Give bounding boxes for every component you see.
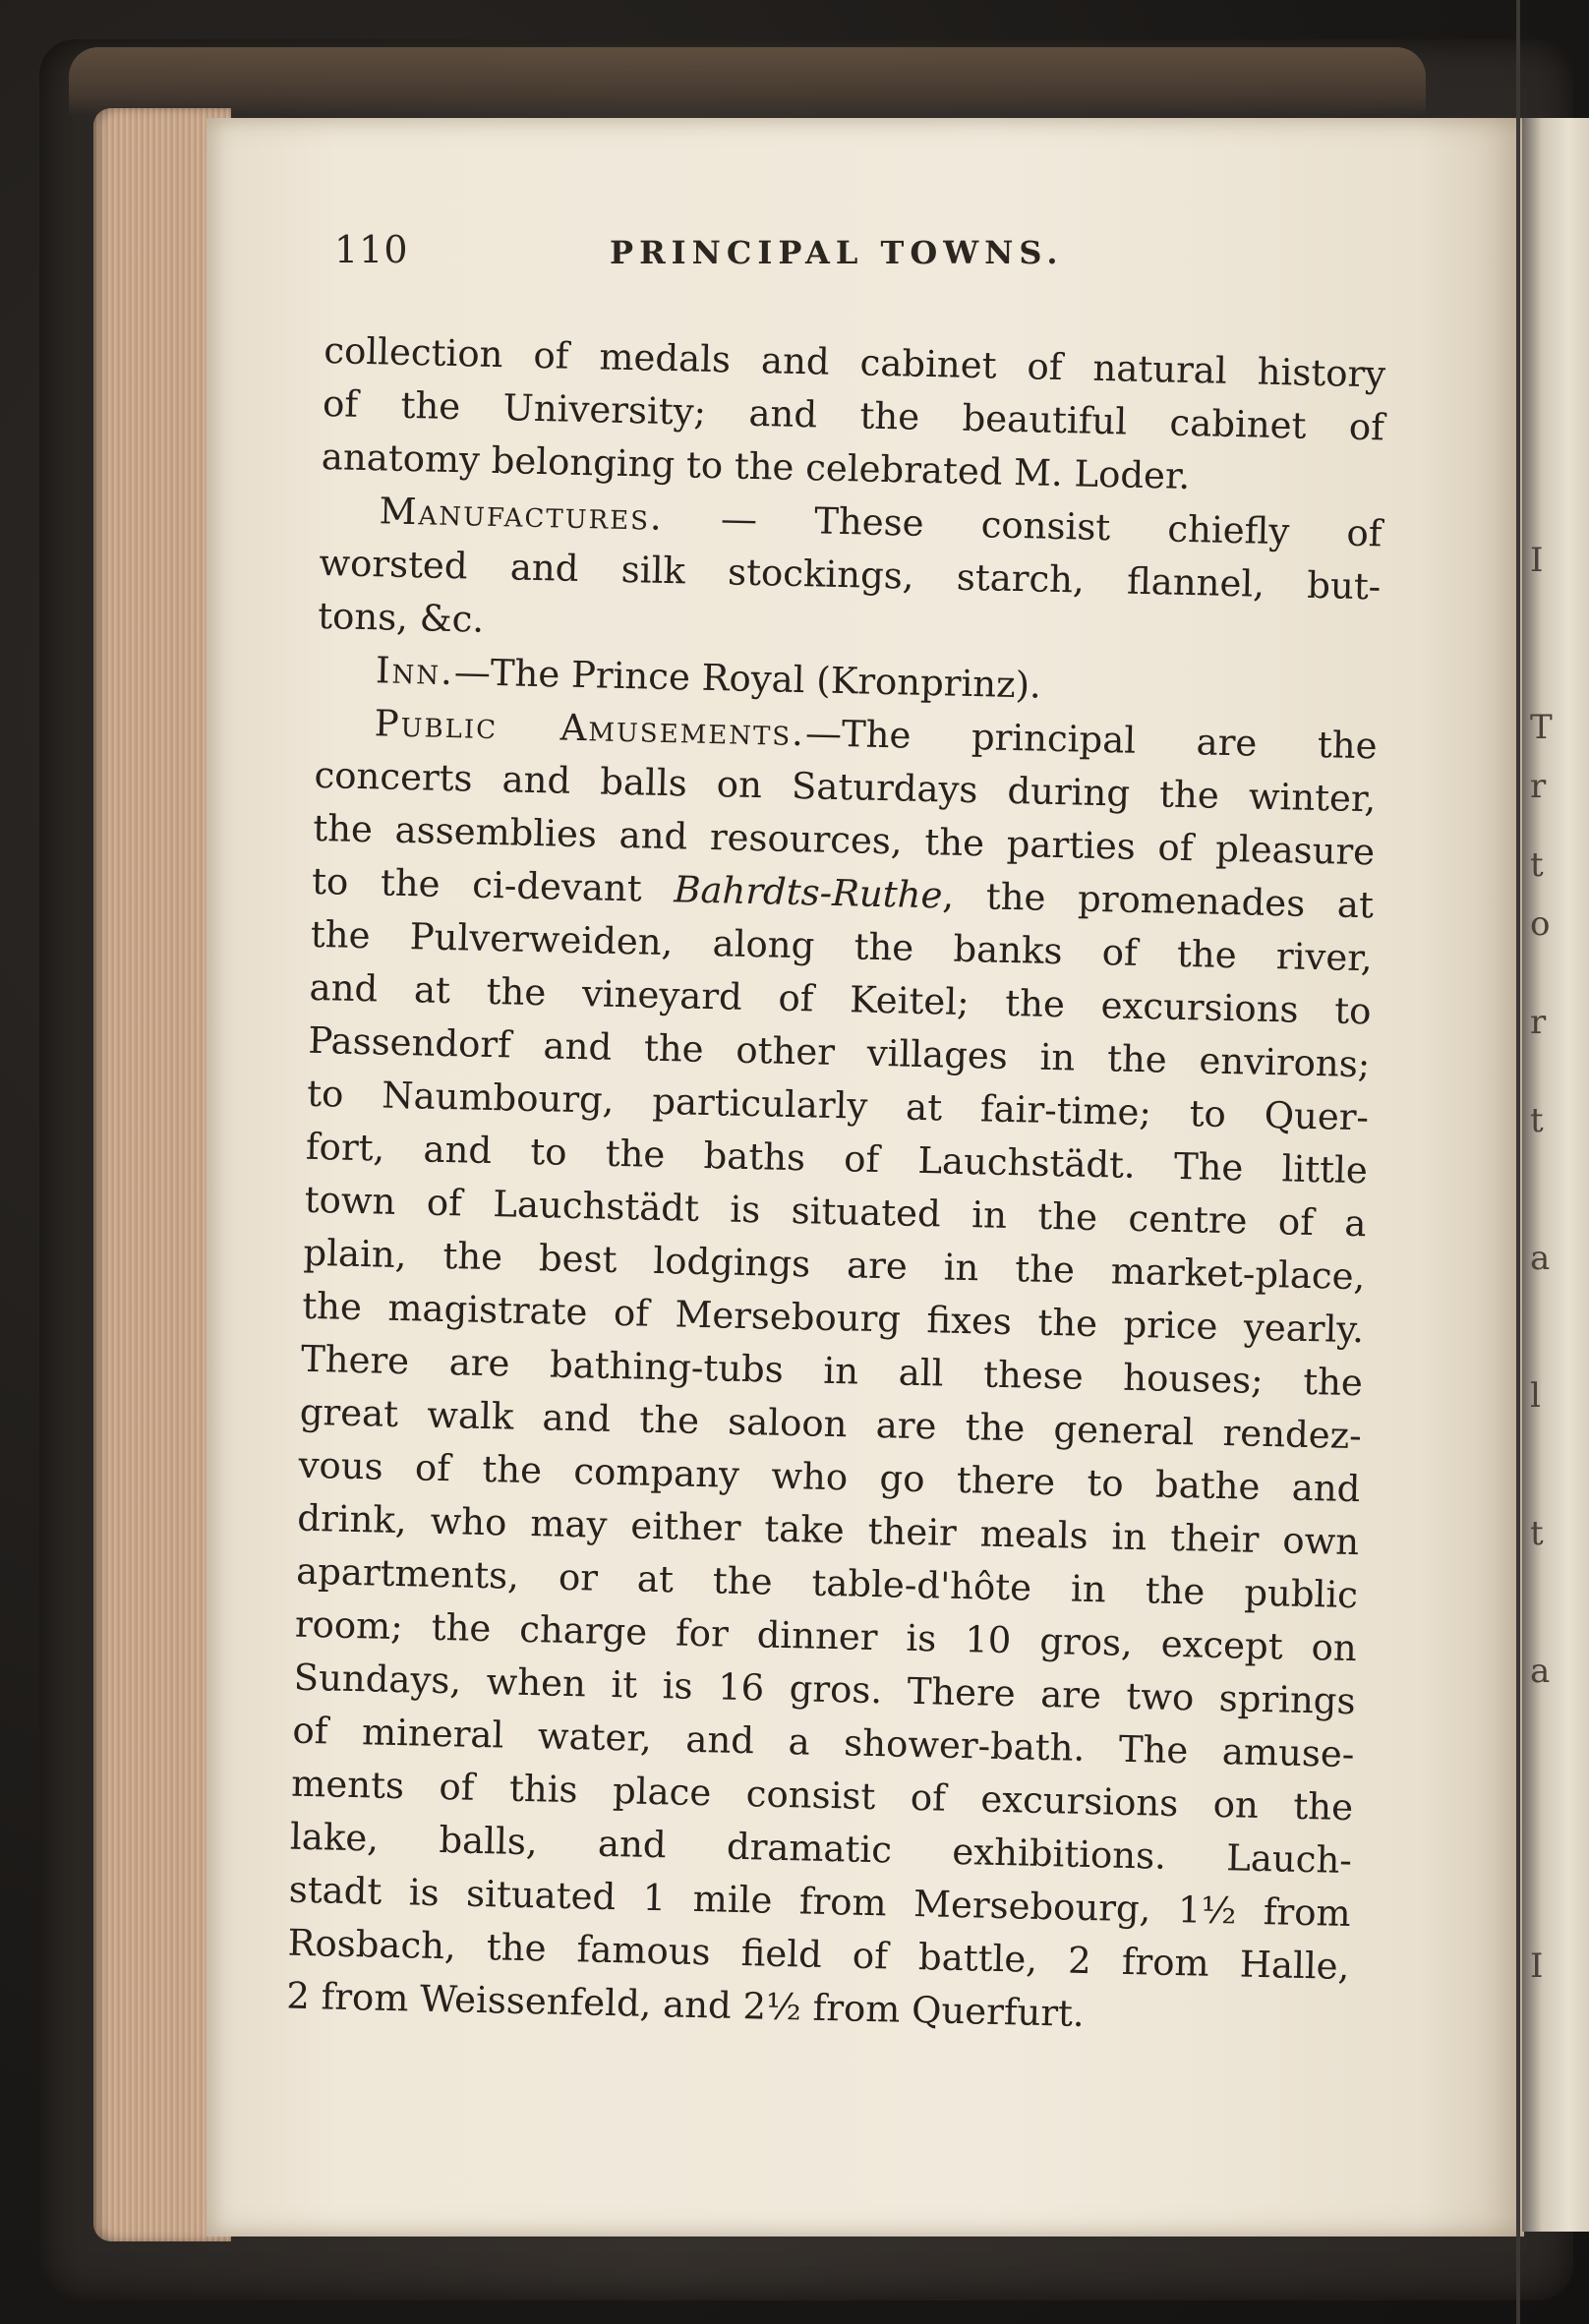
text-line: 2 from Weissenfeld, and 2½ from Querfurt.	[285, 1974, 1086, 2035]
text-line: tons, &c.	[317, 594, 485, 641]
body-text	[286, 324, 1386, 2047]
text-line: collection of medals and cabinet of natural history	[323, 328, 1386, 396]
facing-page-letter: a	[1530, 1239, 1551, 1278]
text-line: vous of the company who go there to bathe and	[298, 1443, 1361, 1511]
text-line: great walk and the saloon are the general rendez-	[299, 1390, 1363, 1458]
text-line: plain, the best lodgings are in the market-place,	[303, 1231, 1366, 1299]
facing-page-letter: I	[1530, 541, 1544, 580]
text-fragment: , the promenades at	[941, 874, 1375, 927]
text-fragment: to the ci-devant	[311, 859, 675, 911]
facing-page-letter: r	[1530, 767, 1547, 806]
section-heading-manufactures: Manufactures.	[379, 490, 665, 539]
gutter-shadow	[1516, 0, 1520, 2324]
text-fragment: —The Prince Royal (Kronprinz).	[453, 651, 1042, 707]
text-line: the Pulverweiden, along the banks of the river,	[310, 912, 1374, 980]
facing-page-edge	[1522, 118, 1589, 2232]
page-header	[334, 228, 1396, 287]
text-line: drink, who may either take their meals in their own	[296, 1496, 1360, 1564]
section-heading-public-amusements: Public Amusements.	[374, 702, 806, 755]
text-line: to Naumbourg, particularly at fair-time; to Quer-	[306, 1072, 1370, 1139]
text-line: and at the vineyard of Keitel; the excursions to	[309, 965, 1372, 1033]
text-line: the magistrate of Mersebourg fixes the price yearly.	[301, 1284, 1365, 1352]
section-heading-inn: Inn.	[375, 649, 455, 694]
facing-page-letter: t	[1530, 845, 1544, 885]
facing-page-letter: t	[1530, 1514, 1544, 1553]
text-line: town of Lauchstädt is situated in the centre of a	[304, 1178, 1368, 1246]
facing-page-letter: l	[1530, 1376, 1541, 1416]
facing-page-letter: T	[1530, 708, 1553, 747]
text-fragment: — These consist chiefly of	[663, 495, 1383, 555]
facing-page-letter: I	[1530, 1946, 1544, 1986]
worn-cover-edge	[69, 47, 1426, 116]
facing-page-letter: r	[1530, 1003, 1547, 1042]
page-number: 110	[334, 228, 409, 271]
running-head: PRINCIPAL TOWNS.	[610, 234, 1064, 271]
text-line: concerts and balls on Saturdays during the winter,	[314, 753, 1377, 821]
text-line: stadt is situated 1 mile from Mersebourg, 1½ from	[288, 1868, 1352, 1936]
text-line: the assemblies and resources, the parties of pleasure	[312, 806, 1376, 874]
text-line: Sundays, when it is 16 gros. There are two springs	[293, 1656, 1356, 1723]
italic-term: Bahrdts-Ruthe	[673, 868, 943, 917]
text-fragment: —The principal are the	[804, 712, 1379, 768]
text-line: anatomy belonging to the celebrated M. Loder.	[321, 435, 1191, 498]
text-line: ments of this place consist of excursions on the	[290, 1762, 1354, 1830]
text-line: of mineral water, and a shower-bath. The amuse-	[292, 1709, 1355, 1776]
text-line: of the University; and the beautiful cabinet of	[322, 381, 1385, 449]
text-line: room; the charge for dinner is 10 gros, except on	[294, 1602, 1358, 1670]
facing-page-letter: o	[1530, 904, 1551, 944]
text-line: worsted and silk stockings, starch, flannel, but-	[319, 541, 1382, 609]
text-line: There are bathing-tubs in all these houses; the	[300, 1337, 1364, 1405]
text-line: Passendorf and the other villages in the environs;	[307, 1018, 1371, 1086]
text-line: fort, and to the baths of Lauchstädt. The little	[305, 1125, 1369, 1192]
text-line: lake, balls, and dramatic exhibitions. Lauch-	[289, 1815, 1353, 1883]
facing-page-letter: t	[1530, 1101, 1544, 1140]
text-line: Rosbach, the famous field of battle, 2 from Halle,	[287, 1921, 1350, 1989]
text-line: apartments, or at the table-d'hôte in the public	[295, 1549, 1359, 1617]
facing-page-letter: a	[1530, 1652, 1551, 1691]
